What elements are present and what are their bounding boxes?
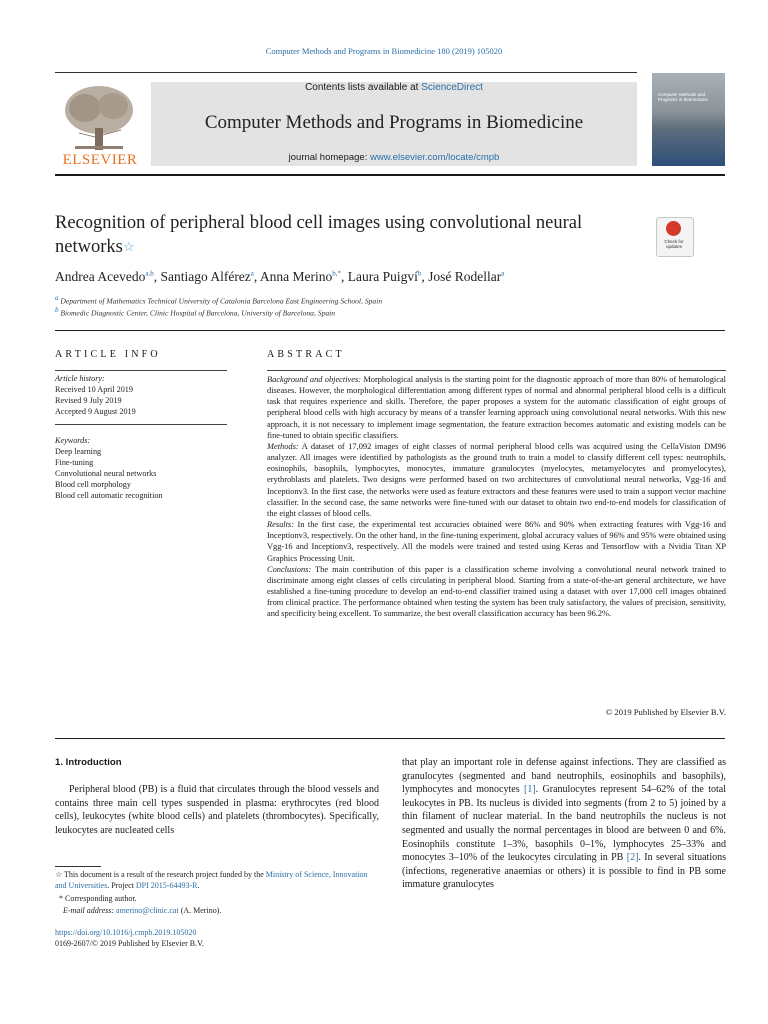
contents-prefix: Contents lists available at bbox=[305, 82, 422, 93]
affiliation-text: Department of Mathematics Technical University of Catalonia Barcelona East Engineering School, Spain bbox=[60, 296, 383, 306]
sciencedirect-link[interactable]: ScienceDirect bbox=[421, 82, 483, 93]
author-list: Andrea Acevedo$^{a,b}$, Santiago Alférez$^a$, Anna Merino$^{b,*}$, Laura Puigví$^b$, José Rodellar$^a$ bbox=[55, 269, 505, 284]
footnote-rule bbox=[55, 866, 101, 867]
abstract-background bbox=[267, 374, 726, 441]
reference-link[interactable]: [2] bbox=[626, 852, 639, 864]
publisher-wordmark: ELSEVIER bbox=[62, 152, 138, 168]
abstract-results bbox=[267, 519, 726, 564]
author-name[interactable]: Anna Merino bbox=[259, 269, 333, 284]
footnote-text: . Project bbox=[107, 881, 136, 891]
keyword: Blood cell automatic recognition bbox=[55, 491, 163, 500]
abstract-label: Background and objectives: bbox=[267, 375, 362, 384]
author-affil-mark[interactable]: b,* bbox=[332, 269, 342, 278]
keyword: Convolutional neural networks bbox=[55, 469, 157, 478]
article-title-text: Recognition of peripheral blood cell images using convolutional neural networks bbox=[55, 213, 583, 257]
intro-text: . In several situations (infections, regenerative anaemias or others) it is possible to find in PB some immature granulocytes bbox=[402, 852, 727, 891]
abstract-body bbox=[267, 374, 726, 619]
homepage-line bbox=[151, 152, 637, 163]
journal-citation[interactable]: Computer Methods and Programs in Biomedicine 180 (2019) 105020 bbox=[265, 46, 503, 56]
affiliation-mark: b bbox=[55, 306, 59, 314]
history-received: Received 10 April 2019 bbox=[55, 385, 133, 394]
intro-right-column bbox=[402, 756, 726, 892]
header-rule-bottom bbox=[55, 174, 725, 176]
article-title bbox=[55, 211, 645, 259]
section-divider bbox=[55, 330, 725, 331]
contents-line bbox=[151, 82, 637, 93]
intro-text: that play an important role in defense against infections. They are classified as granulocytes (segmented and band neutrophils, eosinophils and basophils), lymphocytes and monocytes bbox=[402, 757, 726, 796]
author-affil-mark[interactable]: a,b bbox=[145, 269, 154, 278]
affiliation-b bbox=[55, 306, 335, 318]
journal-title: Computer Methods and Programs in Biomedicine bbox=[204, 112, 584, 133]
author-name[interactable]: Laura Puigví bbox=[347, 269, 418, 284]
history-label: Article history: bbox=[55, 374, 105, 383]
section-divider bbox=[55, 738, 725, 739]
doi-link[interactable]: https://doi.org/10.1016/j.cmpb.2019.105020 bbox=[55, 928, 197, 937]
abstract-methods bbox=[267, 441, 726, 519]
keyword: Deep learning bbox=[55, 447, 102, 456]
author-name[interactable]: Santiago Alférez bbox=[160, 269, 251, 284]
affiliation-mark: a bbox=[55, 294, 59, 302]
abstract-label: Conclusions: bbox=[267, 564, 312, 574]
author-affil-mark[interactable]: a bbox=[250, 269, 254, 278]
abstract-text: The main contribution of this paper is a classification scheme involving a convolutional neural network trained to discriminate among eight classes of cells circulating in peripheral blood. Starting from a state-of-the-art general architecture, we have established a fine-tuning procedure to develop an end-to-end classifier trained using a dataset with over 17,000 cell images obtained from clinical practice. The performance obtained when testing the system has been truly satisfactory, the values of precision, sensitivity, and specificity being excellent. To summarize, the best overall classification accuracy has been 96.2%. bbox=[267, 564, 726, 619]
funding-footnote bbox=[55, 869, 379, 891]
journal-cover-thumbnail[interactable] bbox=[652, 73, 725, 166]
author-affil-mark[interactable]: b bbox=[417, 269, 422, 278]
project-link[interactable]: DPI 2015-64493-R bbox=[135, 881, 198, 891]
abstract-text: In the first case, the experimental test accuracies obtained were 86% and 90% when extracting features with Vgg-16 and Inceptionv3, respectively. On the other hand, in the fine-tuning experiment, global accuracy values of 96% and 95% were obtained using Vgg-16 and Inceptionv3, respectively. All the models were trained and tested using Keras and Tensorflow with a Nvidia Titan XP Graphics Processing Unit. bbox=[267, 520, 726, 563]
article-info-rule bbox=[55, 370, 227, 371]
footnote-star: ☆ bbox=[55, 870, 63, 879]
author-name[interactable]: Andrea Acevedo bbox=[55, 269, 146, 284]
corresponding-text: Corresponding author. bbox=[65, 894, 137, 903]
keyword: Fine-tuning bbox=[55, 458, 94, 467]
abstract-heading: ABSTRACT bbox=[267, 349, 345, 360]
article-history bbox=[55, 373, 227, 417]
intro-text: . Granulocytes represent 54–62% of the total leukocytes in PB. Its nucleus is divided into segments (from 2 to 5) joined by a thin filament of nuclear material. In the band neutrophils the nucleus is not segmented and usually the normal percentages in blood are between 0 and 6%. Eosinophils constitute 1–3%, basophils 0–1%, lymphocytes 25–33% and monocytes 3–10% of the leukocytes circulating in PB bbox=[402, 784, 726, 864]
footnote-text: . bbox=[197, 881, 200, 891]
email-link[interactable]: amerino@clinic.cat bbox=[116, 906, 179, 915]
check-updates-label: Check for updates bbox=[664, 239, 684, 249]
homepage-link[interactable]: www.elsevier.com/locate/cmpb bbox=[369, 152, 500, 163]
abstract-text: Morphological analysis is the starting point for the diagnostic approach of more than 80% of hematological diseases. However, the morphological differentiation among different types of normal and abnormal peripheral blood cells is a difficult task that requires experience and skills. Therefore, the paper proposes a system for the automatic classification of eight groups of peripheral blood cells with high accuracy by means of a transfer learning approach using convolutional neural networks. With this new approach, it is not necessary to implement image segmentation, the feature extraction becomes automatic and existing models can be fine-tuned to obtain specific classifiers. bbox=[267, 375, 726, 440]
abstract-text: A dataset of 17,092 images of eight classes of normal peripheral blood cells was acquired using the CellaVision DM96 analyzer. All images were identified by pathologists as the ground truth to train a model to classify different cell types: neutrophils, eosinophils, basophils, lymphocytes, monocytes, immature granulocytes (myelocytes, metamyelocytes and promyelocytes), erythroblasts and platelets. Two designs were performed based on two architectures of convolutional neural networks, Vgg-16 and Inceptionv3. In the first case, the networks were used as feature extractors and these features were used to train a support vector machine classifier. In the second case, the same networks were fine-tuned with our dataset to obtain two end-to-end models for classification of the eight classes of blood cells. bbox=[267, 441, 726, 518]
author-name[interactable]: José Rodellar bbox=[428, 269, 502, 284]
abstract-label: Methods: bbox=[267, 441, 299, 451]
email-suffix: (A. Merino). bbox=[178, 906, 222, 915]
abstract-label: Results: bbox=[267, 520, 294, 530]
intro-left-column: Peripheral blood (PB) is a fluid that circulates through the blood vessels and contains three main cell types suspended in plasma: erythrocytes (red blood cells), leukocytes (white blood cells) and platelets (thrombocytes). Specifically, leukocytes are nucleated cells bbox=[55, 784, 379, 836]
cover-title: Computer Methods and Programs in Biomedicine bbox=[658, 92, 709, 103]
author-affil-mark[interactable]: a bbox=[501, 269, 505, 278]
ministry-link[interactable]: Ministry of Science, Innovation and Universities bbox=[55, 870, 368, 891]
corresponding-footnote: * Corresponding author. bbox=[55, 894, 137, 903]
check-updates-icon bbox=[666, 221, 681, 236]
email-label: E-mail address: bbox=[63, 906, 117, 915]
abstract-conclusions bbox=[267, 564, 726, 620]
history-revised: Revised 9 July 2019 bbox=[55, 396, 122, 405]
title-footnote-star[interactable]: ☆ bbox=[122, 239, 135, 254]
reference-link[interactable]: [1] bbox=[523, 784, 536, 796]
issn-line: 0169-2607/© 2019 Published by Elsevier B.V. bbox=[55, 939, 204, 948]
article-info-heading: ARTICLE INFO bbox=[55, 349, 161, 360]
history-accepted: Accepted 9 August 2019 bbox=[55, 407, 136, 416]
footnote-text: This document is a result of the research project funded by the bbox=[64, 870, 266, 879]
abstract-rule bbox=[267, 370, 726, 371]
keywords-block bbox=[55, 435, 227, 501]
homepage-prefix: journal homepage: bbox=[288, 152, 370, 163]
keywords-label: Keywords: bbox=[55, 436, 91, 445]
header-rule-top bbox=[55, 72, 637, 73]
affiliation-text: Biomedic Diagnostic Center, Clinic Hospital of Barcelona, University of Barcelona, Spain bbox=[60, 308, 336, 318]
affiliation-a bbox=[55, 294, 382, 306]
keyword: Blood cell morphology bbox=[55, 480, 131, 489]
email-footnote bbox=[55, 905, 379, 916]
article-info-rule bbox=[55, 424, 227, 425]
introduction-heading: 1. Introduction bbox=[55, 757, 122, 768]
abstract-copyright: © 2019 Published by Elsevier B.V. bbox=[605, 707, 726, 717]
